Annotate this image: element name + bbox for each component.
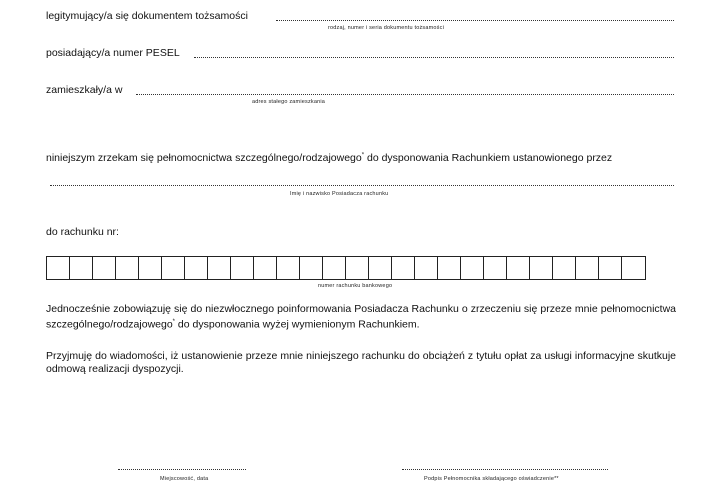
account-digit-box[interactable] (369, 257, 392, 279)
address-caption: adres stałego zamieszkania (252, 99, 326, 105)
account-digit-box[interactable] (116, 257, 139, 279)
account-digit-box[interactable] (346, 257, 369, 279)
account-digit-box[interactable] (70, 257, 93, 279)
id-document-label: legitymujący/a się dokumentem tożsamości (46, 10, 248, 22)
address-label: zamieszkały/a w (46, 84, 123, 96)
account-number-caption: numer rachunku bankowego (318, 283, 393, 289)
declaration-tail: do dysponowania Rachunkiem ustanowionego przez (364, 152, 613, 164)
notification-paragraph-b: do dysponowania wyżej wymienionym Rachunkiem. (175, 318, 420, 331)
place-date-field[interactable] (118, 469, 246, 470)
account-digit-box[interactable] (254, 257, 277, 279)
declaration-text (46, 152, 612, 164)
account-digit-box[interactable] (300, 257, 323, 279)
account-digit-box[interactable] (415, 257, 438, 279)
id-document-field[interactable] (276, 20, 674, 21)
signature-field[interactable] (402, 469, 608, 470)
declaration-footnote-mark: * (361, 152, 365, 159)
account-digit-box[interactable] (438, 257, 461, 279)
account-digit-box[interactable] (530, 257, 553, 279)
signature-caption: Podpis Pełnomocnika składającego oświadczenie** (424, 476, 559, 482)
place-date-caption: Miejscowość, data (160, 476, 209, 482)
account-digit-box[interactable] (392, 257, 415, 279)
account-digit-box[interactable] (208, 257, 231, 279)
notification-footnote-mark: * (172, 319, 176, 325)
account-digit-box[interactable] (507, 257, 530, 279)
account-digit-box[interactable] (185, 257, 208, 279)
account-digit-box[interactable] (576, 257, 599, 279)
account-digit-box[interactable] (599, 257, 622, 279)
account-digit-box[interactable] (231, 257, 254, 279)
account-digit-box[interactable] (461, 257, 484, 279)
account-holder-field[interactable] (50, 185, 674, 186)
account-digit-box[interactable] (93, 257, 116, 279)
declaration-main: niniejszym zrzekam się pełnomocnictwa szczególnego/rodzajowego (46, 152, 362, 164)
account-digit-box[interactable] (47, 257, 70, 279)
account-digit-box[interactable] (323, 257, 346, 279)
notification-paragraph (46, 303, 676, 332)
pesel-label: posiadający/a numer PESEL (46, 47, 180, 59)
account-number-boxes[interactable] (46, 256, 646, 280)
account-digit-box[interactable] (162, 257, 185, 279)
account-digit-box[interactable] (553, 257, 576, 279)
pesel-field[interactable] (194, 57, 674, 58)
id-document-caption: rodzaj, numer i seria dokumentu tożsamości (328, 25, 445, 31)
account-holder-caption: Imię i nazwisko Posiadacza rachunku (290, 191, 389, 197)
acknowledgement-paragraph: Przyjmuję do wiadomości, iż ustanowienie przeze mnie niniejszego rachunku do obciążeń z tytułu opłat za usługi informacyjne skutkuje odmową realizacji dyspozycji. (46, 350, 676, 375)
account-number-label: do rachunku nr: (46, 226, 119, 238)
account-digit-box[interactable] (484, 257, 507, 279)
account-digit-box[interactable] (139, 257, 162, 279)
notification-paragraph-a: Jednocześnie zobowiązuję się do niezwłocznego poinformowania Posiadacza Rachunku o zrzeczeniu się przeze mnie pełnomocnictwa szczególnego/rodzajowego (46, 303, 676, 331)
address-field[interactable] (136, 94, 674, 95)
account-digit-box[interactable] (277, 257, 300, 279)
account-digit-box[interactable] (622, 257, 645, 279)
